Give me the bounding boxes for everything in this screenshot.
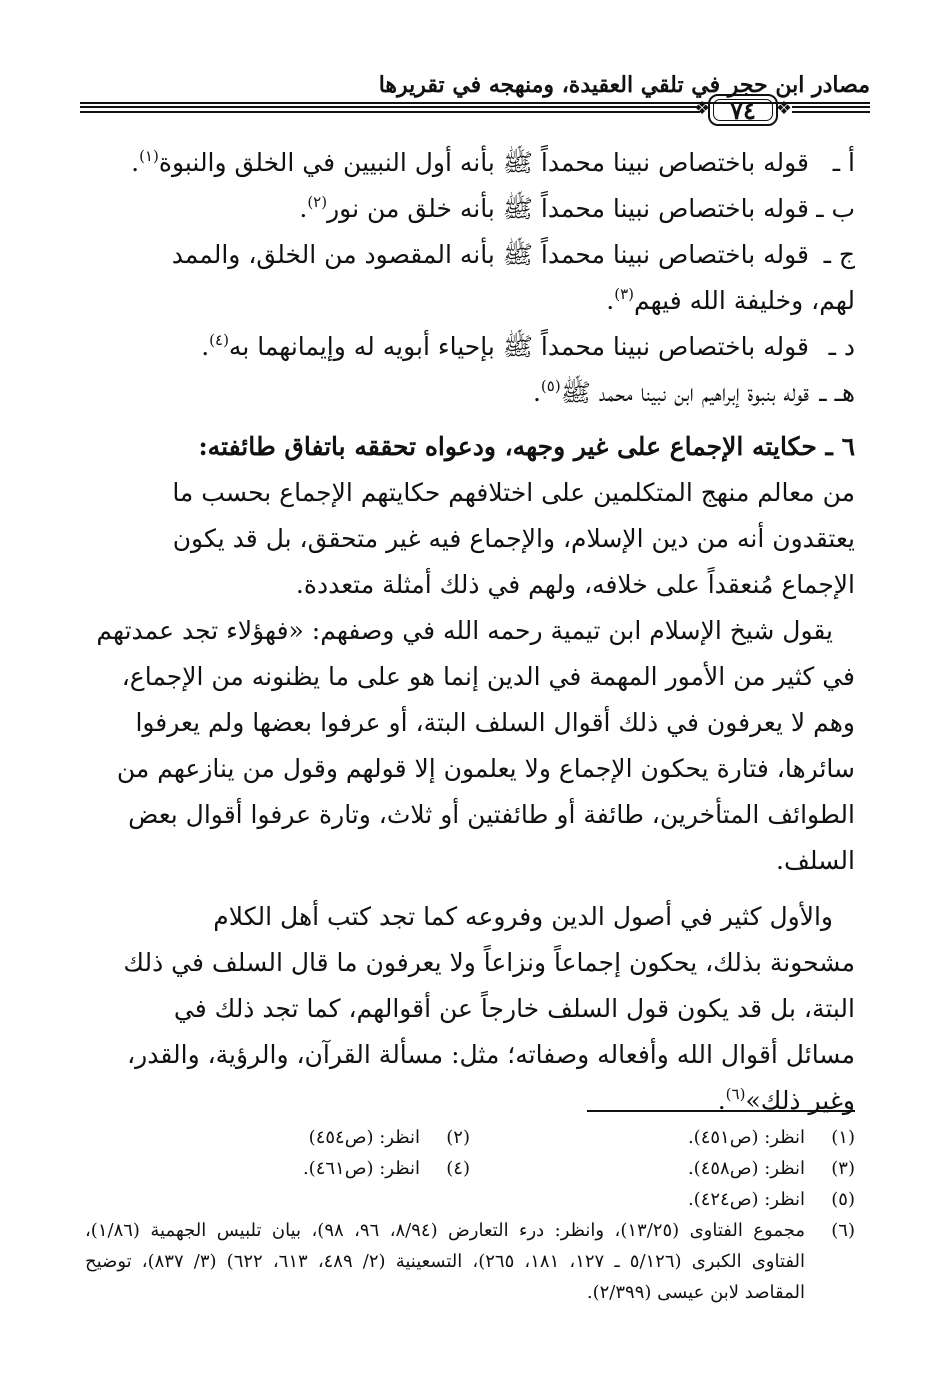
paragraph [85,470,855,608]
footnote [470,1153,855,1184]
footnote [470,1122,855,1153]
footnote-ref: (٦) [725,1085,746,1103]
list-item-text: قوله باختصاص نبينا محمداً ﷺ بأنه خلق من نور [327,194,809,223]
list-marker: ج ـ [823,240,855,269]
list-marker: د ـ [828,332,855,361]
running-header [80,66,870,136]
footnote-row [85,1153,855,1184]
running-title: مصادر ابن حجر في تلقي العقيدة، ومنهجه في تقريرها [378,72,870,98]
list-item-text: قوله بنبوة إبراهيم ابن نبينا محمد ﷺ [560,378,809,407]
list-item [85,324,855,370]
paragraph-line: يعتقدون أنه من دين الإسلام، والإجماع فيه غير متحقق، بل قد يكون [172,524,855,553]
footnote-ref: (٥) [540,377,561,395]
quote-paragraph [85,894,855,1124]
paragraph-line: يقول شيخ الإسلام ابن تيمية رحمه الله في وصفهم: «فهؤلاء تجد عمدتهم [96,616,833,645]
footnote-text: مجموع الفتاوى (١٣/٢٥)، وانظر: درء التعارض (٨/٩٤، ٩٦، ٩٨)، بيان تلبيس الجهمية (١/٨٦)، الفتاوى الكبرى (٥/١٢٦ ـ ١٢٧، ١٨١، ٢٦٥)، التسعينية (٢/ ٤٨٩، ٦١٣، ٦٢٢) (٣/ ٨٣٧)، توضيح المقاصد لابن عيسى (٢/٣٩٩). [85,1220,806,1303]
footnote-text: انظر: (ص٤٥١). [687,1127,805,1148]
list-item-end: . [299,194,308,223]
list-item-end: . [606,286,615,315]
list-item-text: لهم، وخليفة الله فيهم [634,286,855,315]
paragraph-line [85,1078,855,1124]
list-item-end: . [532,378,541,407]
header-double-rule-left [80,106,700,108]
footnote-number: (٦) [831,1220,855,1241]
paragraph-line: مسائل أقوال الله وأفعاله وصفاته؛ مثل: مسألة القرآن، والرؤية، والقدر، [127,1040,855,1069]
footnote [85,1153,470,1184]
list-item [85,186,855,232]
footnote-number: (١) [831,1127,855,1148]
section-heading: ٦ ـ حكايته الإجماع على غير وجهه، ودعواه تحققه باتفاق طائفته: [198,432,855,461]
list-marker: هـ ـ [819,378,855,407]
list-marker: ب ـ [816,194,855,223]
footnote-number: (٥) [831,1189,855,1210]
main-text [85,140,855,1124]
footnote-ref: (١) [139,147,159,165]
header-double-rule-left-2 [80,111,700,113]
paragraph-line: والأول كثير في أصول الدين وفروعه كما تجد كتب أهل الكلام [213,902,833,931]
footnotes [85,1122,855,1308]
quote-paragraph [85,608,855,884]
footnote-text: انظر: (ص٤٥٨). [687,1158,805,1179]
ornament-icon: ❖ [694,98,711,119]
list-item-text: قوله باختصاص نبينا محمداً ﷺ بإحياء أبويه له وإيمانهما به [228,332,809,361]
footnote-text: انظر: (ص٤٥٤) [308,1127,420,1148]
list-item-end: . [131,148,140,177]
list-marker: أ ـ [832,148,855,177]
paragraph-line: سائرها، فتارة يحكون الإجماع ولا يعلمون إلا قولهم وقول من ينازعهم من [116,754,855,783]
footnote-ref: (٤) [209,331,229,349]
paragraph-line: مشحونة بذلك، يحكون إجماعاً ونزاعاً ولا يعرفون ما قال السلف في ذلك [123,948,855,977]
list-item [85,370,855,416]
footnote-row [85,1122,855,1153]
list-item-text: قوله باختصاص نبينا محمداً ﷺ بأنه المقصود من الخلق، والممد [171,240,809,269]
page-number: ٧٤ [730,95,756,125]
page-number-frame [694,90,792,130]
header-double-rule-right [792,106,870,108]
footnote-separator [587,1110,855,1112]
footnote-number: (٢) [446,1127,470,1148]
footnote-number: (٣) [831,1158,855,1179]
footnote-text: انظر: (ص٤٢٤). [687,1189,805,1210]
list-item-continuation [85,278,855,324]
list-item [85,140,855,186]
paragraph-line: السلف. [776,846,855,875]
paragraph-line: في كثير من الأمور المهمة في الدين إنما هو على ما يظنونه من الإجماع، [121,662,855,691]
list-item [85,232,855,278]
footnote [85,1215,855,1308]
footnote-text: انظر: (ص٤٦١). [302,1158,420,1179]
ornament-icon: ❖ [775,98,792,119]
footnote-ref: (٣) [614,285,635,303]
paragraph-line: الإجماع مُنعقداً على خلافه، ولهم في ذلك أمثلة متعددة. [295,570,855,599]
paragraph-line: البتة، بل قد يكون قول السلف خارجاً عن أقوالهم، كما تجد ذلك في [173,994,855,1023]
footnote-row [85,1184,855,1215]
footnote [85,1122,470,1153]
footnote-ref: (٢) [307,193,328,211]
paragraph-line: من معالم منهج المتكلمين على اختلافهم حكايتهم الإجماع بحسب ما [172,478,855,507]
paragraph-end-text: وغير ذلك» [745,1086,855,1115]
footnote-number: (٤) [446,1158,470,1179]
list-item-end: . [201,332,210,361]
paragraph-line: الطوائف المتأخرين، طائفة أو طائفتين أو ثلاث، وتارة عرفوا أقوال بعض [128,800,855,829]
list-item-text: قوله باختصاص نبينا محمداً ﷺ بأنه أول النبيين في الخلق والنبوة [158,148,809,177]
paragraph-end: . [717,1086,726,1115]
paragraph-line: وهم لا يعرفون في ذلك أقوال السلف البتة، أو عرفوا بعضها ولم يعرفوا [135,708,855,737]
footnote [470,1184,855,1215]
header-double-rule-right-2 [792,111,870,113]
